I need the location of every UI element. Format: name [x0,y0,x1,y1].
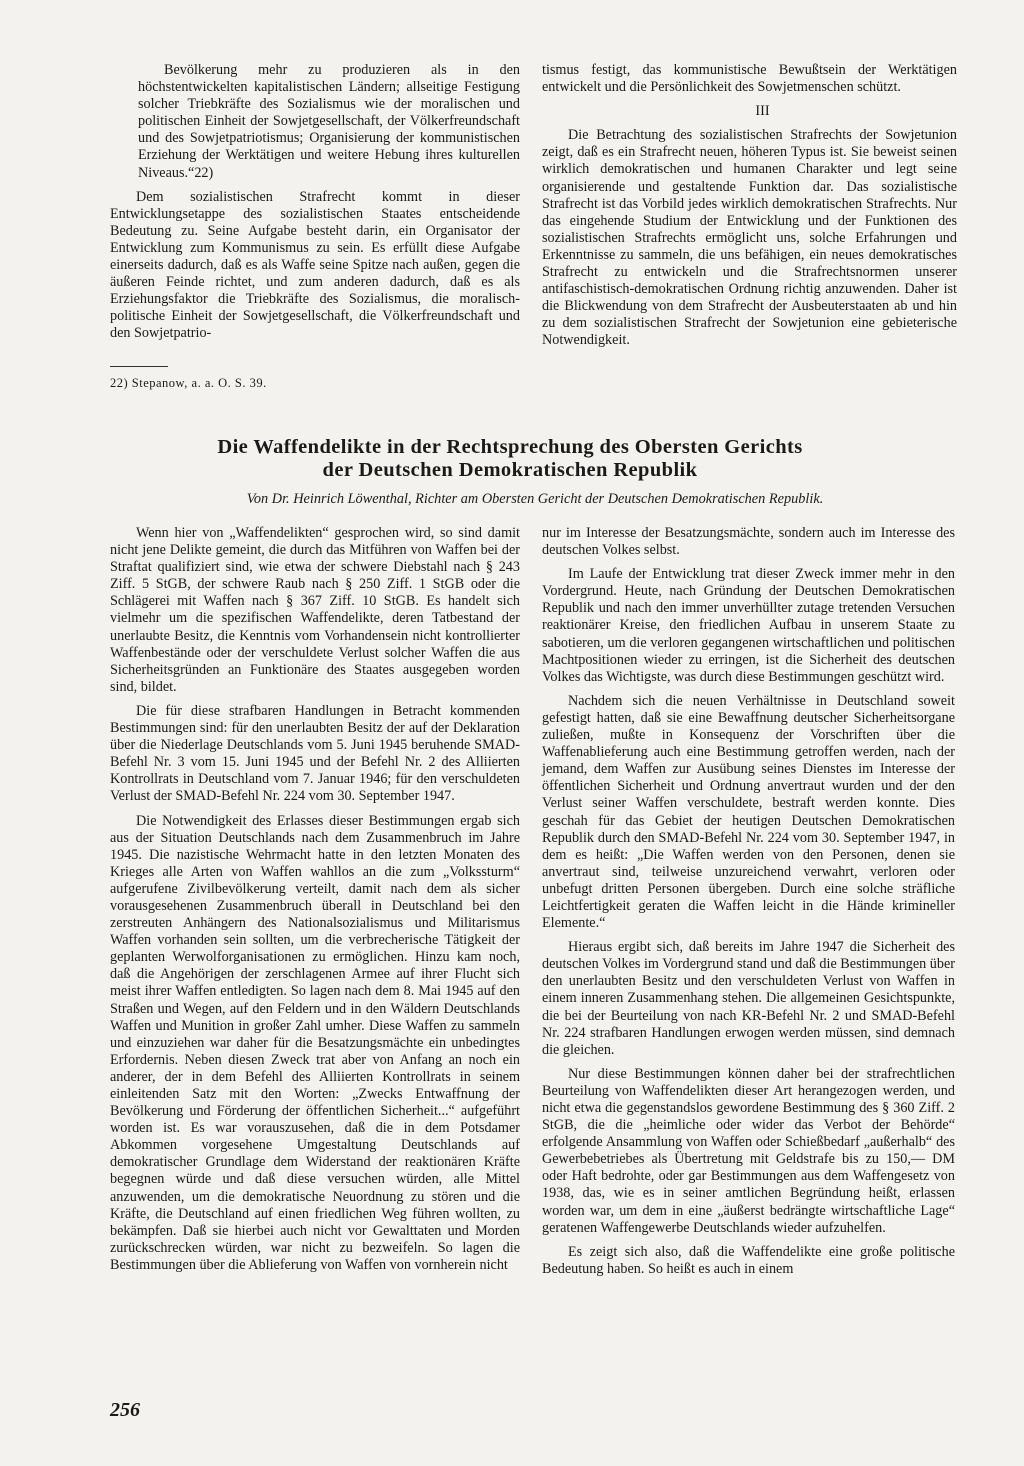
paragraph: Nachdem sich die neuen Verhältnisse in Deutschland soweit gefestigt hatten, daß sie eine Bewaffnung deutscher Sicherheitsorgane zuließen, mußte in Konsequenz der Vorschriften über die Waffenablieferung auch eine Bestimmung getroffen werden, nach der jemand, dem Waffen zur Ausübung seines Dienstes im Interesse der öffentlichen Sicherheit und Ordnung anvertraut wurden und der den Verlust seiner Waffen verschuldete, bestraft werden konnte. Dies geschah für das Gebiet der heutigen Deutschen Demokratischen Republik durch den SMAD-Befehl Nr. 224 vom 30. September 1947, in dem es heißt: „Die Waffen werden von den Personen, denen sie anvertraut sind, teilweise unzureichend verwahrt, verloren oder unbefugt dritten Personen übergeben. Durch eine solche sträfliche Leichtfertigkeit geraten die Waffen leicht in die Hände krimineller Elemente.“ [542,692,955,932]
paragraph: Die für diese strafbaren Handlungen in Betracht kommenden Bestimmungen sind: für den unerlaubten Besitz der auf der Deklaration über die Niederlage Deutschlands vom 5. Juni 1945 beruhende SMAD-Befehl Nr. 3 vom 15. Juni 1945 und der Befehl Nr. 2 des Alliierten Kontrollrats in Deutschland vom 7. Januar 1946; für den verschuldeten Verlust der SMAD-Befehl Nr. 224 vom 30. September 1947. [110,702,520,805]
top-right-column [542,62,957,357]
article-title-line: Die Waffendelikte in der Rechtsprechung des Obersten Gerichts [217,436,803,458]
article-right-column [542,525,955,1285]
article-title [130,436,890,482]
paragraph: Die Notwendigkeit des Erlasses dieser Bestimmungen ergab sich aus der Situation Deutschlands nach dem Zusammenbruch im Jahre 1945. Die nazistische Wehrmacht hatte in den letzten Monaten des Krieges alle Arten von Waffen wahllos an die zum „Volkssturm“ aufgerufene Zivilbevölkerung verteilt, damit nach dem als sicher vorausgesehenen Zusammenbruch überall in Deutschland bei den zerstreuten Anhängern des Nationalsozialismus und Militarismus Waffen vorhanden sein sollten, um die verbrecherische Tätigkeit der geplanten Werwolforganisationen zu ermöglichen. Hinzu kam noch, daß die Angehörigen der zerschlagenen Armee auf ihrer Flucht sich meist ihrer Waffen entledigten. So lagen nach dem 8. Mai 1945 auf den Straßen und Wegen, auf den Feldern und in den Wäldern Deutschlands Waffen und Munition in großer Zahl umher. Diese Waffen zu sammeln und einzuziehen war daher für die Besatzungsmächte ein unbedingtes Erfordernis. Neben diesen Zweck trat aber von Anfang an noch ein anderer, der in dem Befehl des Alliierten Kontrollrats in seinem einleitenden Satz mit den Worten: „Zwecks Entwaffnung der Bevölkerung und Förderung der öffentlichen Sicherheit...“ aufgeführt worden ist. Es war vorauszusehen, daß die in dem Potsdamer Abkommen vorgesehene Umgestaltung Deutschlands auf demokratischer Grundlage dem Widerstand der reaktionären Kräfte begegnen würde und daß diese versuchen würden, alle Mittel anzuwenden, um die demokratische Neuordnung zu stören und die Kräfte, die Deutschland auf einen friedlichen Weg führen wollten, zu bekämpfen. Daß sie hierbei auch nicht vor Gewalttaten und Morden zurückschrecken würden, war nicht zu bezweifeln. So lagen die Bestimmungen über die Ablieferung von Waffen von vornherein nicht [110,812,520,1273]
top-left-column [110,62,520,350]
section-numeral: III [755,103,770,120]
footnote: 22) Stepanow, a. a. O. S. 39. [110,376,267,390]
paragraph: Wenn hier von „Waffendelikten“ gesprochen wird, so sind damit nicht jene Delikte gemeint, die durch das Mitführen von Waffen bei der Straftat qualifiziert sind, wie etwa der schwere Diebstahl nach § 243 Ziff. 5 StGB, der schwere Raub nach § 250 Ziff. 1 StGB oder die Schlägerei mit Waffen nach § 367 Ziff. 10 StGB. Es handelt sich vielmehr um die spezifischen Waffendelikte, deren Tatbestand der unerlaubte Besitz, die Kenntnis vom Vorhandensein nicht kontrollierter Waffenbestände oder der verschuldete Verlust solcher Waffen die aus Sicherheitsgründen an Funktionäre des Staates ausgegeben worden sind, bildet. [110,525,520,695]
paragraph: Dem sozialistischen Strafrecht kommt in dieser Entwicklungsetappe des sozialistischen Staates entscheidende Bedeutung zu. Seine Aufgabe besteht darin, ein Organisator der Entwicklung zum Kommunismus zu sein. Es erfüllt diese Aufgabe einerseits dadurch, daß es als Waffe seine Spitze nach außen, gegen die äußeren Feinde richtet, und zum anderen dadurch, daß es als Erziehungsfaktor die Triebkräfte des Sozialismus, die moralisch-politische Einheit der Sowjetgesellschaft, die Völkerfreundschaft und den Sowjetpatrio- [110,188,520,342]
paragraph: Die Betrachtung des sozialistischen Strafrechts der Sowjetunion zeigt, daß es ein Strafrecht neuen, höheren Typus ist. Sie beweist seinen wirklich demokratischen und humanen Charakter und legt seine organisierende und gestaltende Funktion dar. Das sozialistische Strafrecht ist das Vorbild jedes wirklich demokratischen Strafrechts. Nur das eingehende Studium der Entwicklung und der Funktionen des sozialistischen Strafrechts ermöglicht uns, solche Erfahrungen und Erkenntnisse zu sammeln, die uns befähigen, ein neues demokratisches Strafrecht zu entwickeln und die Strafrechtsnormen unserer antifaschistisch-demokratischen Ordnung richtig anzuwenden. Daher ist die Blickwendung von dem Strafrecht der Ausbeuterstaaten ab und hin zu dem sozialistischen Strafrecht der Sowjetunion eine gebieterische Notwendigkeit. [542,127,957,349]
page-number: 256 [110,1399,140,1421]
paragraph: Nur diese Bestimmungen können daher bei der strafrechtlichen Beurteilung von Waffendelikten dieser Art herangezogen werden, und nicht etwa die gegenstandslos gewordene Bestimmung des § 360 Ziff. 2 StGB, die die „heimliche oder wider das Verbot der Behörde“ erfolgende Ansammlung von Waffen oder Schießbedarf „außerhalb“ des Gewerbebetriebes als Übertretung mit Geldstrafe bis zu 150,— DM oder Haft bedrohte, oder gar Bestimmungen aus dem Waffengesetz von 1938, das, wie es in seiner amtlichen Begründung heißt, erlassen worden war, um dem in eine „äußerst bedrängte wirtschaftliche Lage“ geratenen Waffengewerbe Deutschlands wieder aufzuhelfen. [542,1065,955,1236]
article-byline: Von Dr. Heinrich Löwenthal, Richter am Obersten Gericht der Deutschen Demokratischen Republik. [246,491,824,507]
paragraph: Im Laufe der Entwicklung trat dieser Zweck immer mehr in den Vordergrund. Heute, nach Gründung der Deutschen Demokratischen Republik und nach den immer unverhüllter zutage tretenden Versuchen reaktionärer Kreise, den friedlichen Aufbau in unserem Staate zu sabotieren, um die verloren gegangenen wirtschaftlichen und politischen Machtpositionen wieder zu erringen, ist die Sicherheit des deutschen Volkes das Wichtigste, was durch diese Bestimmungen geschützt wird. [542,566,955,685]
article-left-column [110,525,520,1281]
paragraph: Hieraus ergibt sich, daß bereits im Jahre 1947 die Sicherheit des deutschen Volkes im Vordergrund stand und daß die Bestimmungen über den unerlaubten Besitz und den verschuldeten Verlust von Waffen in einem inneren Zusammenhang stehen. Die allgemeinen Gesichtspunkte, die bei der Beurteilung von nach KR-Befehl Nr. 2 und SMAD-Befehl Nr. 224 strafbaren Handlungen erwogen werden müssen, sind demnach die gleichen. [542,939,955,1058]
quoted-paragraph: Bevölkerung mehr zu produzieren als in den höchstentwickelten kapitalistischen Ländern; allseitige Festigung solcher Triebkräfte des Sozialismus wie der moralischen und politischen Einheit der Sowjetgesellschaft, der Völkerfreundschaft und des Sowjetpatriotismus; Organisierung der kommunistischen Erziehung der Werktätigen und weitere Hebung ihres kulturellen Niveaus.“22) [138,62,520,181]
paragraph-continuation: tismus festigt, das kommunistische Bewußtsein der Werktätigen entwickelt und die Persönlichkeit des Sowjetmenschen schützt. [542,62,957,96]
footnote-rule [110,366,168,367]
paragraph: Es zeigt sich also, daß die Waffendelikte eine große politische Bedeutung haben. So heißt es auch in einem [542,1243,955,1277]
article-title-line: der Deutschen Demokratischen Republik [322,459,698,481]
paragraph-continuation: nur im Interesse der Besatzungsmächte, sondern auch im Interesse des deutschen Volkes selbst. [542,525,955,559]
